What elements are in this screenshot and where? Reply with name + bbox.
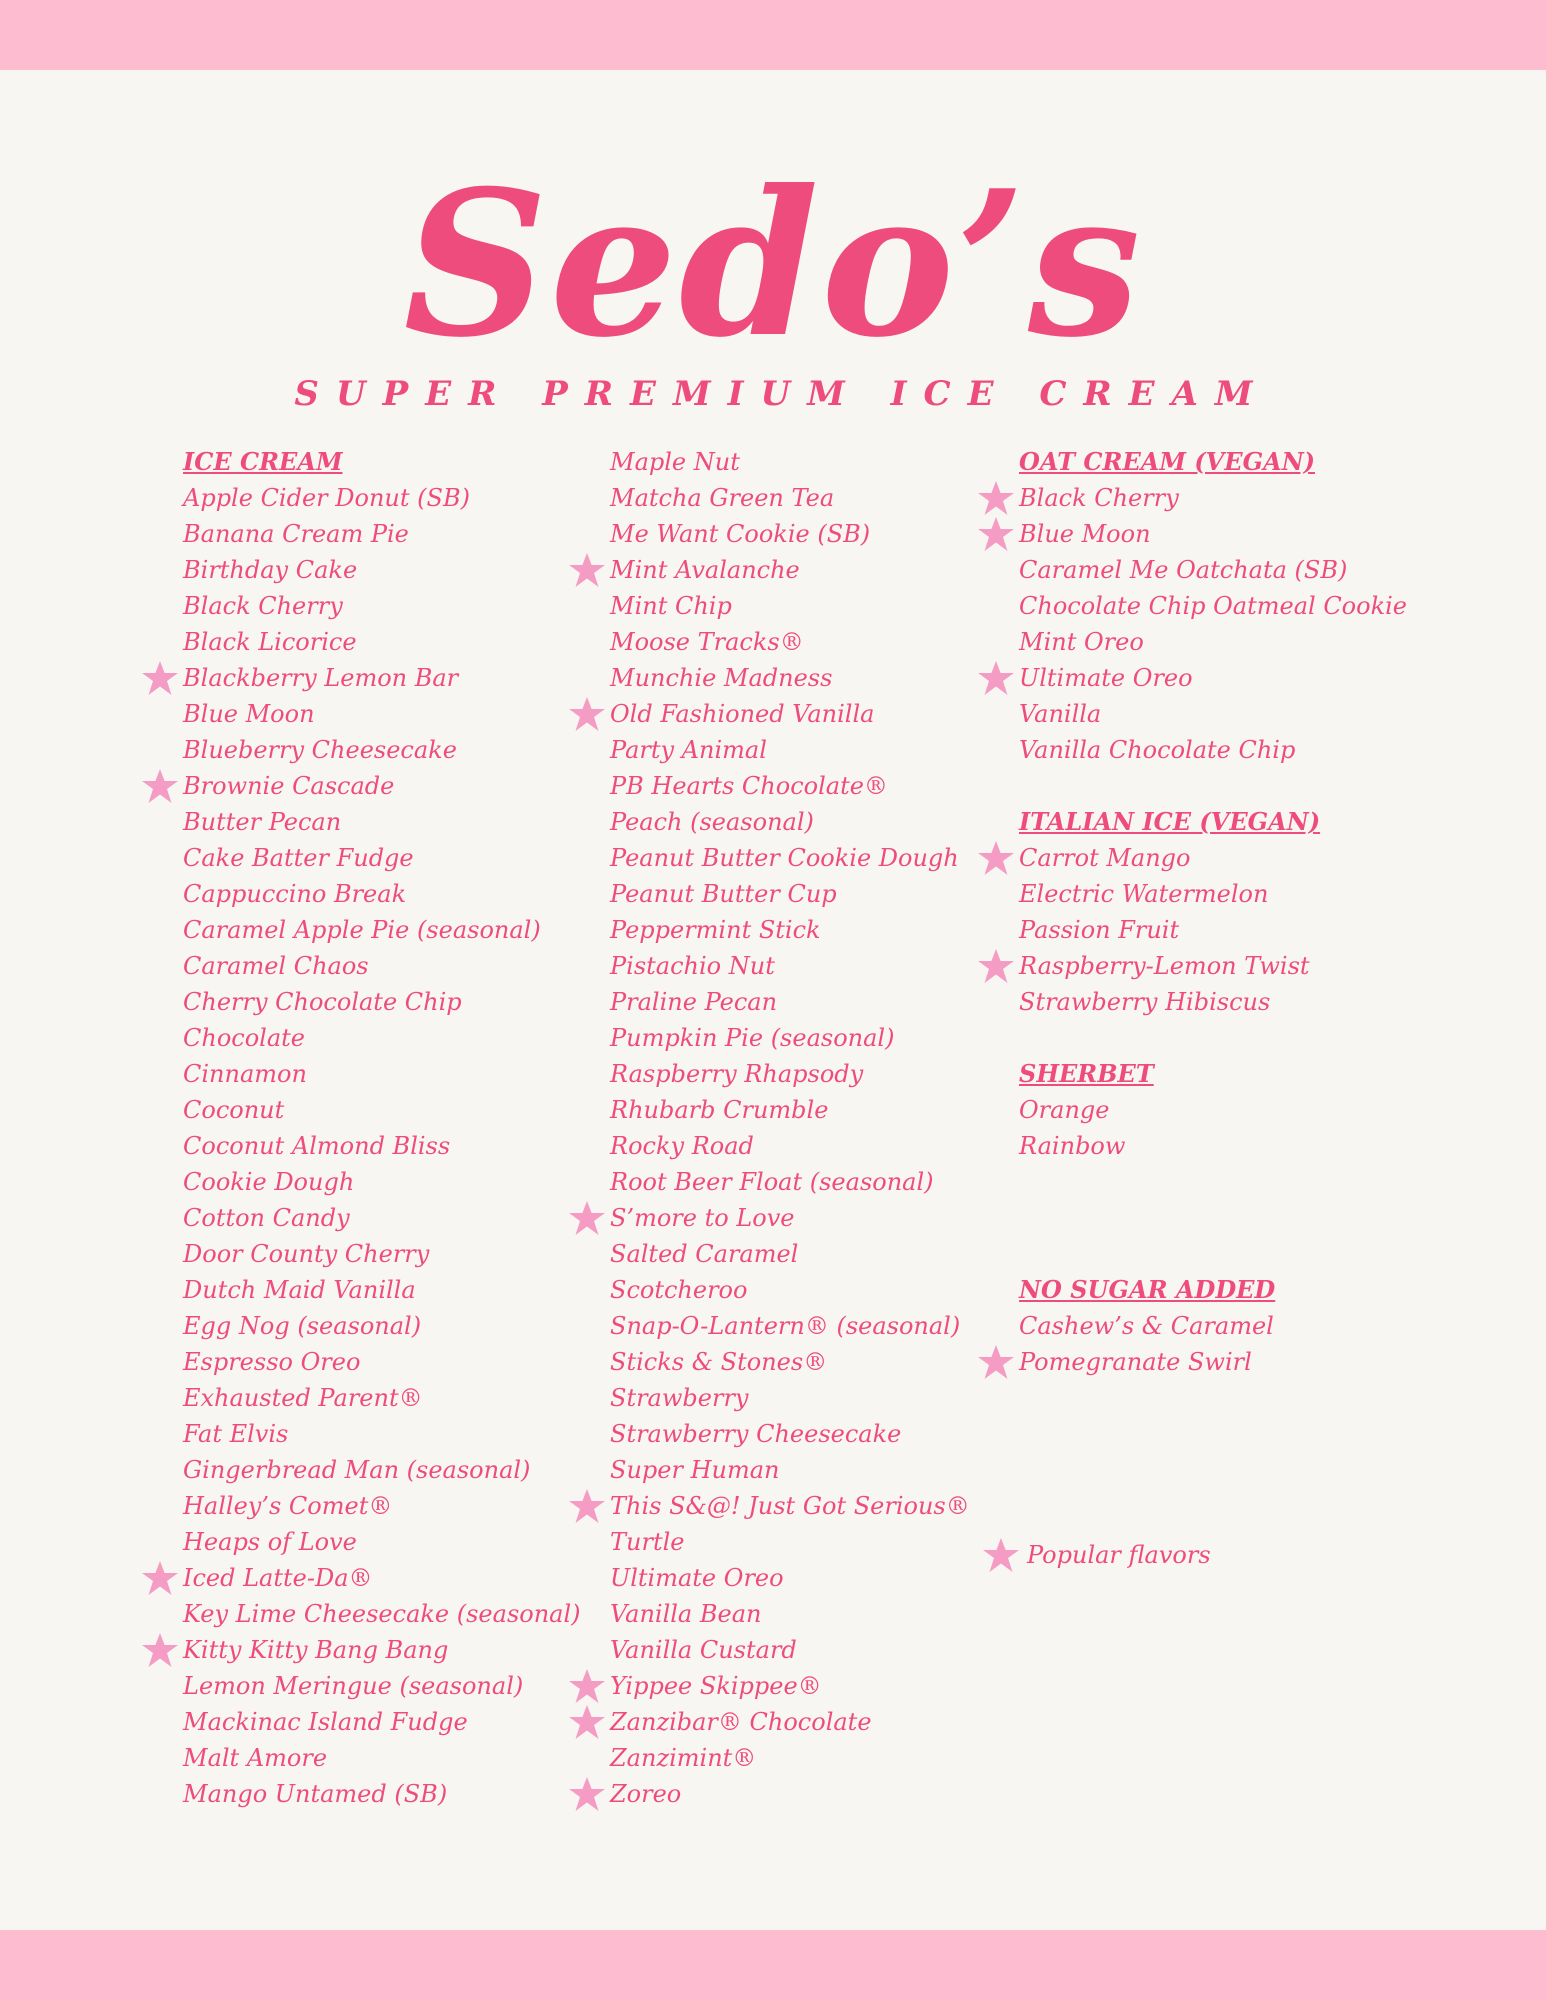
flavor-name: Lemon Meringue (seasonal) <box>183 1672 524 1700</box>
flavor-item <box>183 1020 581 1056</box>
flavor-item <box>183 732 581 768</box>
flavor-name: Vanilla Chocolate Chip <box>1019 736 1296 764</box>
flavor-name: Malt Amore <box>183 1744 328 1772</box>
flavor-name: Door County Cherry <box>183 1240 430 1268</box>
star-icon <box>141 660 179 696</box>
flavor-name: Peppermint Stick <box>610 916 821 944</box>
flavor-name: Peach (seasonal) <box>610 808 814 836</box>
flavor-item <box>610 1164 970 1200</box>
flavor-name: Gingerbread Man (seasonal) <box>183 1456 531 1484</box>
flavor-name: Mango Untamed (SB) <box>183 1780 448 1808</box>
flavor-item <box>610 1200 970 1236</box>
flavor-name: Blue Moon <box>183 700 315 728</box>
flavor-item <box>610 1236 970 1272</box>
star-icon <box>977 660 1015 696</box>
flavor-item <box>183 1128 581 1164</box>
section-spacer <box>1019 1020 1407 1056</box>
flavor-item <box>1019 624 1407 660</box>
flavor-item <box>610 660 970 696</box>
flavor-item <box>610 732 970 768</box>
flavor-name: Blue Moon <box>1019 520 1151 548</box>
flavor-name: Vanilla <box>1019 700 1102 728</box>
section-heading <box>1019 444 1407 480</box>
flavor-name: Salted Caramel <box>610 1240 799 1268</box>
star-icon <box>977 1344 1015 1380</box>
flavor-name: Vanilla Bean <box>610 1600 762 1628</box>
flavor-name: Maple Nut <box>610 448 740 476</box>
flavor-name: PB Hearts Chocolate® <box>610 772 888 800</box>
flavor-name: Egg Nog (seasonal) <box>183 1312 422 1340</box>
flavor-item <box>183 1200 581 1236</box>
flavor-name: Coconut <box>183 1096 285 1124</box>
flavor-item <box>183 1632 581 1668</box>
flavor-item <box>610 480 970 516</box>
flavor-name: Matcha Green Tea <box>610 484 835 512</box>
section-heading <box>1019 804 1407 840</box>
star-icon <box>568 696 606 732</box>
flavor-item <box>610 876 970 912</box>
flavor-item <box>183 1344 581 1380</box>
flavor-name: Halley’s Comet® <box>183 1492 393 1520</box>
flavor-item <box>183 1092 581 1128</box>
flavor-name: Rainbow <box>1019 1132 1126 1160</box>
flavor-item <box>183 1236 581 1272</box>
flavor-item <box>610 1380 970 1416</box>
top-band <box>0 0 1546 70</box>
section-heading <box>1019 1272 1407 1308</box>
flavor-name: Key Lime Cheesecake (seasonal) <box>183 1600 581 1628</box>
flavor-name: Old Fashioned Vanilla <box>610 700 875 728</box>
flavor-name: Fat Elvis <box>183 1420 289 1448</box>
flavor-name: Cookie Dough <box>183 1168 355 1196</box>
flavor-item <box>183 660 581 696</box>
flavor-item <box>1019 552 1407 588</box>
flavor-name: Rhubarb Crumble <box>610 1096 829 1124</box>
star-icon <box>568 1704 606 1740</box>
flavor-name: Vanilla Custard <box>610 1636 797 1664</box>
flavor-item <box>1019 1344 1407 1380</box>
flavor-item <box>183 876 581 912</box>
flavor-item <box>1019 948 1407 984</box>
flavor-column-1 <box>183 444 581 1812</box>
flavor-item <box>1019 1128 1407 1164</box>
section-heading-label: NO SUGAR ADDED <box>1019 1275 1276 1304</box>
section-spacer <box>1019 1164 1407 1200</box>
flavor-item <box>183 1380 581 1416</box>
flavor-item <box>610 1416 970 1452</box>
flavor-name: Peanut Butter Cup <box>610 880 837 908</box>
flavor-item <box>610 984 970 1020</box>
section-heading-label: ITALIAN ICE (VEGAN) <box>1019 807 1321 836</box>
flavor-item <box>610 840 970 876</box>
flavor-item <box>183 624 581 660</box>
flavor-item <box>610 1344 970 1380</box>
flavor-name: Blackberry Lemon Bar <box>183 664 459 692</box>
flavor-item <box>183 696 581 732</box>
flavor-item <box>183 1704 581 1740</box>
flavor-name: Orange <box>1019 1096 1110 1124</box>
flavor-name: Birthday Cake <box>183 556 358 584</box>
flavor-name: Kitty Kitty Bang Bang <box>183 1636 449 1664</box>
flavor-name: Cinnamon <box>183 1060 307 1088</box>
flavor-item <box>183 1596 581 1632</box>
flavor-name: Electric Watermelon <box>1019 880 1269 908</box>
flavor-name: Ultimate Oreo <box>1019 664 1193 692</box>
flavor-name: Scotcheroo <box>610 1276 748 1304</box>
flavor-name: Moose Tracks® <box>610 628 804 656</box>
flavor-item <box>1019 1092 1407 1128</box>
flavor-name: Root Beer Float (seasonal) <box>610 1168 934 1196</box>
flavor-item <box>183 1056 581 1092</box>
flavor-item <box>1019 696 1407 732</box>
star-icon <box>977 948 1015 984</box>
flavor-name: Pumpkin Pie (seasonal) <box>610 1024 895 1052</box>
flavor-item <box>610 1488 970 1524</box>
flavor-name: Banana Cream Pie <box>183 520 409 548</box>
flavor-name: Strawberry Cheesecake <box>610 1420 902 1448</box>
brand-tagline: SUPER PREMIUM ICE CREAM <box>294 374 1270 414</box>
section-spacer <box>1019 768 1407 804</box>
flavor-name: S’more to Love <box>610 1204 795 1232</box>
flavor-name: Turtle <box>610 1528 685 1556</box>
flavor-item <box>610 444 970 480</box>
flavor-item <box>610 1308 970 1344</box>
section-spacer <box>1019 1236 1407 1272</box>
flavor-item <box>610 1092 970 1128</box>
flavor-item <box>610 1560 970 1596</box>
flavor-name: Apple Cider Donut (SB) <box>183 484 470 512</box>
star-icon <box>982 1537 1020 1573</box>
flavor-item <box>183 588 581 624</box>
star-icon <box>568 1776 606 1812</box>
flavor-name: Black Cherry <box>183 592 343 620</box>
flavor-item <box>610 768 970 804</box>
star-icon <box>568 1488 606 1524</box>
section-heading-label: SHERBET <box>1019 1059 1154 1088</box>
flavor-item <box>610 588 970 624</box>
flavor-name: Cashew’s & Caramel <box>1019 1312 1274 1340</box>
flavor-item <box>610 1668 970 1704</box>
brand-logo-title: Sedo’s <box>403 147 1143 382</box>
flavor-item <box>183 1668 581 1704</box>
flavor-name: Black Cherry <box>1019 484 1179 512</box>
flavor-name: Rocky Road <box>610 1132 754 1160</box>
flavor-name: Black Licorice <box>183 628 357 656</box>
flavor-item <box>183 516 581 552</box>
flavor-name: Sticks & Stones® <box>610 1348 828 1376</box>
flavor-item <box>610 516 970 552</box>
flavor-item <box>183 1524 581 1560</box>
flavor-item <box>610 1740 970 1776</box>
flavor-item <box>610 1596 970 1632</box>
flavor-item <box>610 948 970 984</box>
flavor-name: Pomegranate Swirl <box>1019 1348 1252 1376</box>
section-heading <box>1019 1056 1407 1092</box>
star-icon <box>568 552 606 588</box>
flavor-item <box>1019 912 1407 948</box>
flavor-item <box>183 912 581 948</box>
flavor-item <box>610 1452 970 1488</box>
flavor-item <box>1019 840 1407 876</box>
flavor-column-2 <box>610 444 970 1812</box>
flavor-item <box>183 1164 581 1200</box>
flavor-name: Strawberry Hibiscus <box>1019 988 1271 1016</box>
flavor-item <box>183 1776 581 1812</box>
flavor-item <box>610 1020 970 1056</box>
star-icon <box>977 840 1015 876</box>
flavor-name: Chocolate <box>183 1024 305 1052</box>
flavor-item <box>1019 984 1407 1020</box>
flavor-name: Snap-O-Lantern® (seasonal) <box>610 1312 961 1340</box>
flavor-item <box>610 1128 970 1164</box>
star-icon <box>141 1632 179 1668</box>
flavor-item <box>183 552 581 588</box>
flavor-item <box>183 1272 581 1308</box>
flavor-name: Zanzimint® <box>610 1744 757 1772</box>
star-icon <box>568 1668 606 1704</box>
flavor-name: Pistachio Nut <box>610 952 775 980</box>
flavor-name: This S&@! Just Got Serious® <box>610 1492 970 1520</box>
flavor-name: Dutch Maid Vanilla <box>183 1276 416 1304</box>
flavor-name: Caramel Chaos <box>183 952 369 980</box>
flavor-name: Mint Oreo <box>1019 628 1144 656</box>
flavor-item <box>183 1560 581 1596</box>
flavor-item <box>610 804 970 840</box>
flavor-name: Brownie Cascade <box>183 772 395 800</box>
flavor-name: Yippee Skippee® <box>610 1672 822 1700</box>
flavor-item <box>1019 660 1407 696</box>
flavor-item <box>183 984 581 1020</box>
flavor-name: Mint Chip <box>610 592 732 620</box>
flavor-item <box>183 1308 581 1344</box>
flavor-name: Chocolate Chip Oatmeal Cookie <box>1019 592 1407 620</box>
flavor-name: Iced Latte-Da® <box>183 1564 373 1592</box>
section-heading-label: OAT CREAM (VEGAN) <box>1019 447 1315 476</box>
flavor-name: Peanut Butter Cookie Dough <box>610 844 959 872</box>
flavor-item <box>183 768 581 804</box>
flavor-name: Blueberry Cheesecake <box>183 736 457 764</box>
flavor-item <box>1019 1308 1407 1344</box>
flavor-name: Strawberry <box>610 1384 749 1412</box>
flavor-item <box>610 912 970 948</box>
flavor-item <box>183 1452 581 1488</box>
section-heading-label: ICE CREAM <box>183 447 343 476</box>
flavor-item <box>1019 480 1407 516</box>
flavor-name: Espresso Oreo <box>183 1348 361 1376</box>
star-icon <box>568 1200 606 1236</box>
flavor-name: Raspberry Rhapsody <box>610 1060 864 1088</box>
flavor-name: Caramel Me Oatchata (SB) <box>1019 556 1348 584</box>
flavor-name: Caramel Apple Pie (seasonal) <box>183 916 541 944</box>
flavor-item <box>1019 732 1407 768</box>
flavor-name: Butter Pecan <box>183 808 342 836</box>
flavor-item <box>183 804 581 840</box>
flavor-name: Cherry Chocolate Chip <box>183 988 462 1016</box>
flavor-name: Ultimate Oreo <box>610 1564 784 1592</box>
flavor-name: Carrot Mango <box>1019 844 1191 872</box>
flavor-item <box>610 1704 970 1740</box>
flavor-item <box>610 696 970 732</box>
flavor-name: Zanzibar® Chocolate <box>610 1708 872 1736</box>
star-icon <box>141 768 179 804</box>
flavor-name: Cake Batter Fudge <box>183 844 414 872</box>
flavor-name: Mackinac Island Fudge <box>183 1708 468 1736</box>
flavor-name: Super Human <box>610 1456 780 1484</box>
flavor-name: Passion Fruit <box>1019 916 1180 944</box>
star-icon <box>977 480 1015 516</box>
flavor-name: Party Animal <box>610 736 767 764</box>
flavor-item <box>610 1632 970 1668</box>
flavor-name: Munchie Madness <box>610 664 833 692</box>
star-icon <box>141 1560 179 1596</box>
legend-label: Popular flavors <box>1027 1541 1211 1569</box>
flavor-name: Coconut Almond Bliss <box>183 1132 451 1160</box>
flavor-item <box>610 1056 970 1092</box>
flavor-item <box>1019 876 1407 912</box>
flavor-column-3 <box>1019 444 1407 1380</box>
flavor-name: Zoreo <box>610 1780 682 1808</box>
flavor-item <box>1019 516 1407 552</box>
flavor-item <box>183 1416 581 1452</box>
flavor-name: Heaps of Love <box>183 1528 357 1556</box>
flavor-item <box>183 1488 581 1524</box>
flavor-item <box>610 1272 970 1308</box>
star-icon <box>977 516 1015 552</box>
flavor-item <box>610 1776 970 1812</box>
flavor-name: Praline Pecan <box>610 988 778 1016</box>
flavor-item <box>183 948 581 984</box>
flavor-item <box>610 624 970 660</box>
flavor-name: Mint Avalanche <box>610 556 800 584</box>
flavor-name: Cappuccino Break <box>183 880 407 908</box>
flavor-name: Me Want Cookie (SB) <box>610 520 871 548</box>
flavor-item <box>610 552 970 588</box>
section-spacer <box>1019 1200 1407 1236</box>
flavor-item <box>183 840 581 876</box>
flavor-item <box>183 1740 581 1776</box>
flavor-item <box>610 1524 970 1560</box>
flavor-name: Raspberry-Lemon Twist <box>1019 952 1310 980</box>
flavor-item <box>1019 588 1407 624</box>
flavor-name: Exhausted Parent® <box>183 1384 423 1412</box>
flavor-item <box>183 480 581 516</box>
flavor-name: Cotton Candy <box>183 1204 350 1232</box>
bottom-band <box>0 1930 1546 2000</box>
section-heading <box>183 444 581 480</box>
